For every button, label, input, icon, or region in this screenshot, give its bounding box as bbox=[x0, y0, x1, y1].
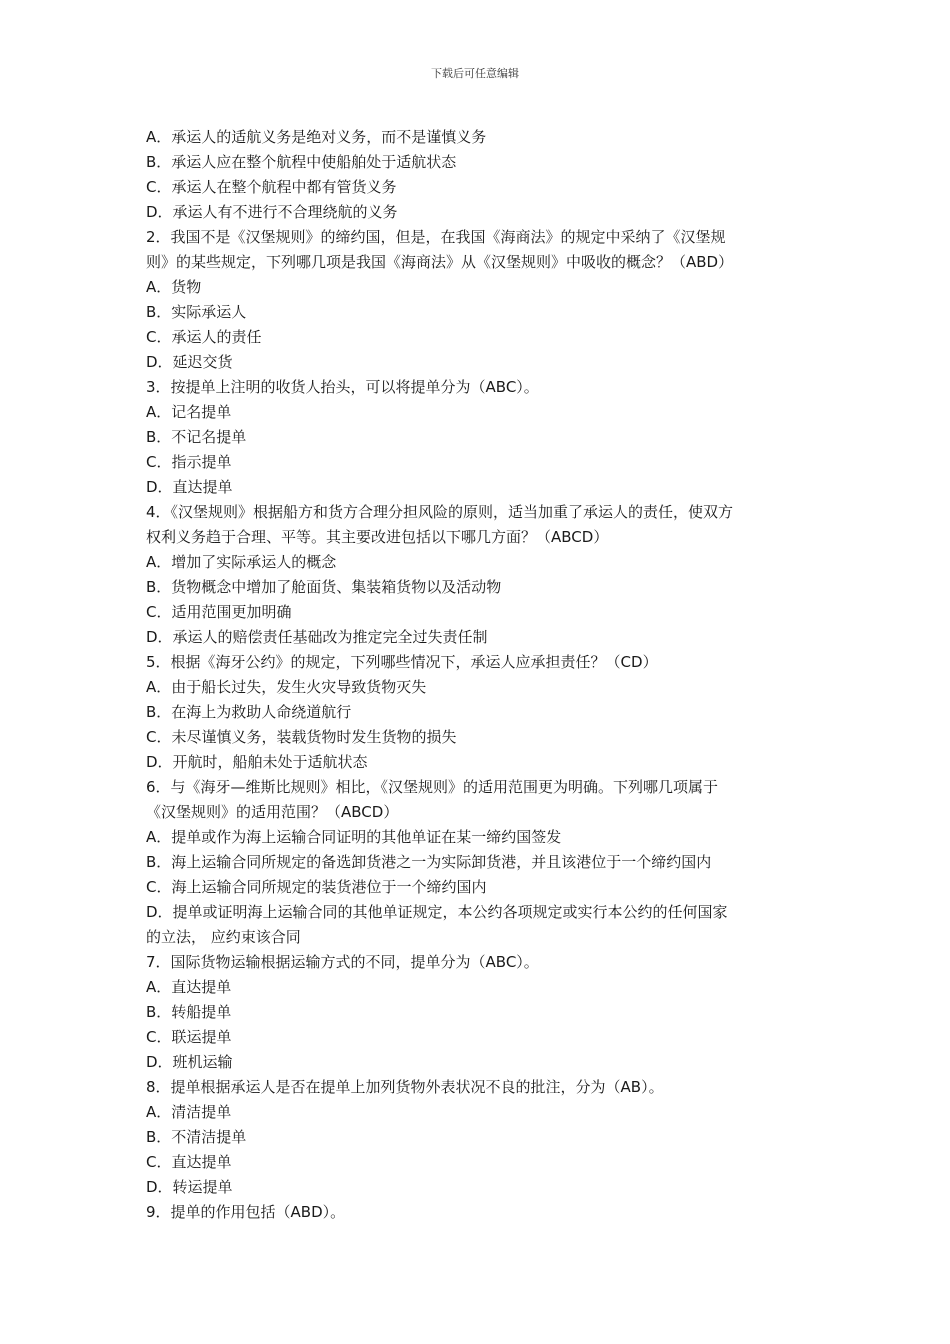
option-line: D．开航时，船舶未处于适航状态 bbox=[146, 753, 368, 771]
option-line: B．海上运输合同所规定的备选卸货港之一为实际卸货港，并且该港位于一个缔约国内 bbox=[146, 853, 712, 871]
option-line: B．货物概念中增加了舱面货、集装箱货物以及活动物 bbox=[146, 578, 502, 596]
question-line: 6．与《海牙—维斯比规则》相比，《汉堡规则》的适用范围更为明确。下列哪几项属于 bbox=[146, 778, 719, 796]
option-line: 的立法， 应约束该合同 bbox=[146, 928, 301, 946]
question-line: 则》的某些规定，下列哪几项是我国《海商法》从《汉堡规则》中吸收的概念？（ABD） bbox=[146, 253, 734, 271]
option-line: A．记名提单 bbox=[146, 403, 232, 421]
option-line: C．适用范围更加明确 bbox=[146, 603, 292, 621]
option-line: D．提单或证明海上运输合同的其他单证规定，本公约各项规定或实行本公约的任何国家 bbox=[146, 903, 728, 921]
option-line: D．直达提单 bbox=[146, 478, 233, 496]
question-line: 3．按提单上注明的收货人抬头，可以将提单分为（ABC）。 bbox=[146, 378, 539, 396]
option-line: D．转运提单 bbox=[146, 1178, 233, 1196]
option-line: A．增加了实际承运人的概念 bbox=[146, 553, 337, 571]
document-body bbox=[146, 125, 810, 1225]
option-line: D．延迟交货 bbox=[146, 353, 233, 371]
option-line: C．海上运输合同所规定的装货港位于一个缔约国内 bbox=[146, 878, 487, 896]
option-line: D．班机运输 bbox=[146, 1053, 233, 1071]
option-line: B．不清洁提单 bbox=[146, 1128, 247, 1146]
option-line: A．清洁提单 bbox=[146, 1103, 232, 1121]
question-line: 9．提单的作用包括（ABD）。 bbox=[146, 1203, 346, 1221]
option-line: C．承运人的责任 bbox=[146, 328, 262, 346]
option-line: C．联运提单 bbox=[146, 1028, 232, 1046]
option-line: D．承运人有不进行不合理绕航的义务 bbox=[146, 203, 398, 221]
question-line: 5．根据《海牙公约》的规定，下列哪些情况下，承运人应承担责任？（CD） bbox=[146, 653, 658, 671]
question-line: 4．《汉堡规则》根据船方和货方合理分担风险的原则，适当加重了承运人的责任，使双方 bbox=[146, 503, 734, 521]
option-line: C．未尽谨慎义务，装载货物时发生货物的损失 bbox=[146, 728, 457, 746]
question-line: 2．我国不是《汉堡规则》的缔约国，但是，在我国《海商法》的规定中采纳了《汉堡规 bbox=[146, 228, 726, 246]
page-header: 下载后可任意编辑 bbox=[431, 67, 519, 80]
option-line: A．货物 bbox=[146, 278, 202, 296]
option-line: C．直达提单 bbox=[146, 1153, 232, 1171]
option-line: B．承运人应在整个航程中使船舶处于适航状态 bbox=[146, 153, 457, 171]
option-line: B．实际承运人 bbox=[146, 303, 247, 321]
option-line: D．承运人的赔偿责任基础改为推定完全过失责任制 bbox=[146, 628, 488, 646]
question-line: 8．提单根据承运人是否在提单上加列货物外表状况不良的批注，分为（AB）。 bbox=[146, 1078, 664, 1096]
option-line: A．由于船长过失，发生火灾导致货物灭失 bbox=[146, 678, 427, 696]
question-line: 《汉堡规则》的适用范围？（ABCD） bbox=[146, 803, 399, 821]
question-line: 7．国际货物运输根据运输方式的不同，提单分为（ABC）。 bbox=[146, 953, 539, 971]
option-line: A．直达提单 bbox=[146, 978, 232, 996]
option-line: B．转船提单 bbox=[146, 1003, 232, 1021]
option-line: C．承运人在整个航程中都有管货义务 bbox=[146, 178, 397, 196]
option-line: A．提单或作为海上运输合同证明的其他单证在某一缔约国签发 bbox=[146, 828, 562, 846]
option-line: B．在海上为救助人命绕道航行 bbox=[146, 703, 352, 721]
option-line: B．不记名提单 bbox=[146, 428, 247, 446]
question-line: 权利义务趋于合理、平等。其主要改进包括以下哪几方面？（ABCD） bbox=[146, 528, 609, 546]
option-line: C．指示提单 bbox=[146, 453, 232, 471]
option-line: A．承运人的适航义务是绝对义务，而不是谨慎义务 bbox=[146, 128, 487, 146]
